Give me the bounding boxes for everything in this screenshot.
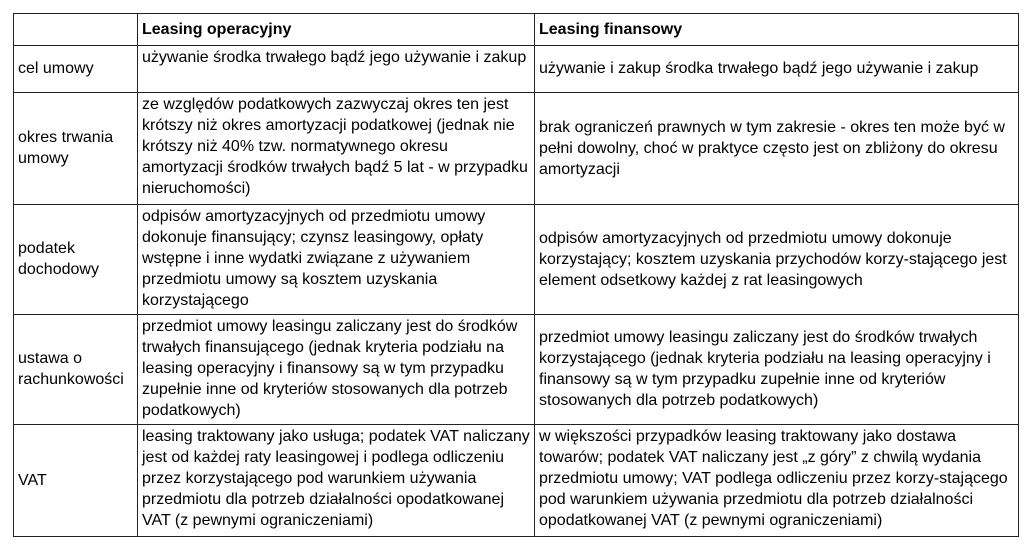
table-row [14, 93, 1019, 205]
row-label: okres trwania umowy [14, 93, 138, 205]
leasing-comparison-table [13, 13, 1019, 537]
finansowy-cell: przedmiot umowy leasingu zaliczany jest do środków trwałych korzystającego (jednak kryteria podziału na leasing operacyjny i finansowy są w tym przypadku zupełnie inne od kryteriów stosowanych dla potrzeb podatkowych) [535, 315, 1019, 425]
operacyjny-cell: przedmiot umowy leasingu zaliczany jest do środków trwałych finansującego (jednak kryteria podziału na leasing operacyjny i finansowy są w tym przypadku zupełnie inne od kryteriów stosowanych dla potrzeb podatkowych) [138, 315, 535, 425]
finansowy-cell: brak ograniczeń prawnych w tym zakresie - okres ten może być w pełni dowolny, choć w praktyce często jest on zbliżony do okresu amortyzacji [535, 93, 1019, 205]
row-label: cel umowy [14, 46, 138, 93]
operacyjny-cell: leasing traktowany jako usługa; podatek VAT naliczany jest od każdej raty leasingowej i podlega odliczeniu przez korzystającego pod warunkiem używania przedmiotu dla potrzeb działalności opodatkowanej VAT (z pewnymi ograniczeniami) [138, 425, 535, 537]
header-leasing-operacyjny: Leasing operacyjny [138, 14, 535, 46]
table-row [14, 46, 1019, 93]
row-label: podatek dochodowy [14, 205, 138, 315]
table-row [14, 315, 1019, 425]
finansowy-cell: używanie i zakup środka trwałego bądź jego używanie i zakup [535, 46, 1019, 93]
finansowy-cell: odpisów amortyzacyjnych od przedmiotu umowy dokonuje korzystający; kosztem uzyskania przychodów korzy-stającego jest element odsetkowy każdej z rat leasingowych [535, 205, 1019, 315]
operacyjny-cell: ze względów podatkowych zazwyczaj okres ten jest krótszy niż okres amortyzacji podatkowej (jednak nie krótszy niż 40% tzw. normatywnego okresu amortyzacji środków trwałych bądź 5 lat - w przypadku nieruchomości) [138, 93, 535, 205]
operacyjny-cell: odpisów amortyzacyjnych od przedmiotu umowy dokonuje finansujący; czynsz leasingowy, opłaty wstępne i inne wydatki związane z używaniem przedmiotu umowy są kosztem uzyskania korzystającego [138, 205, 535, 315]
table-row [14, 425, 1019, 537]
table-row [14, 205, 1019, 315]
finansowy-cell: w większości przypadków leasing traktowany jako dostawa towarów; podatek VAT naliczany jest „z góry” z chwilą wydania przedmiotu umowy; VAT podlega odliczeniu przez korzy-stającego pod warunkiem używania przedmiotu dla potrzeb działalności opodatkowanej VAT (z pewnymi ograniczeniami) [535, 425, 1019, 537]
row-label: ustawa o rachunkowości [14, 315, 138, 425]
header-row [14, 14, 1019, 46]
row-label: VAT [14, 425, 138, 537]
header-leasing-finansowy: Leasing finansowy [535, 14, 1019, 46]
header-empty-cell [14, 14, 138, 46]
operacyjny-cell: używanie środka trwałego bądź jego używanie i zakup [138, 46, 535, 93]
